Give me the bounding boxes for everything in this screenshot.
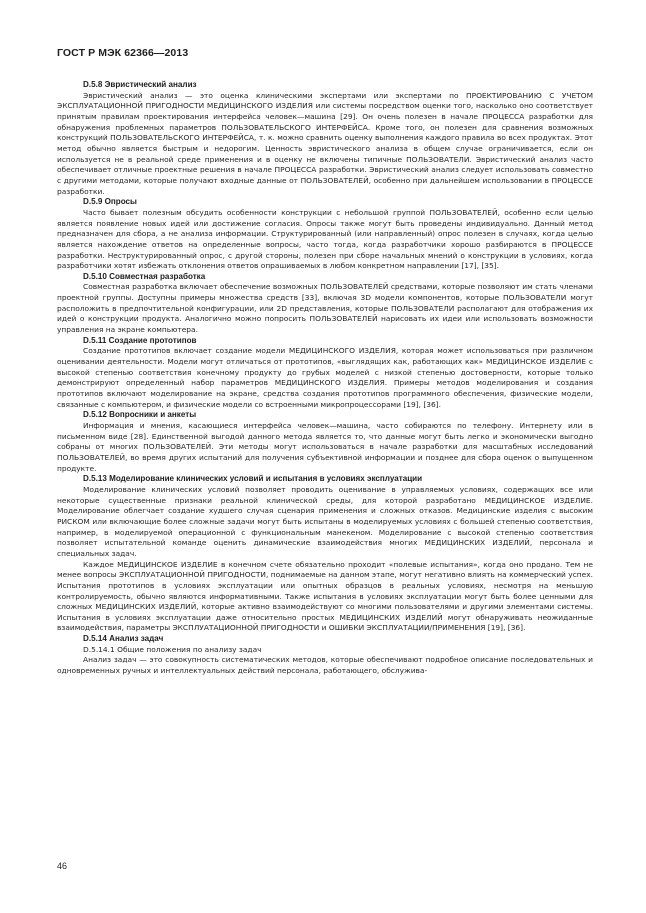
section-heading: D.5.12 Вопросники и анкеты	[83, 410, 197, 420]
section-heading: D.5.10 Совместная разработка	[83, 271, 206, 281]
section-heuristic-analysis	[57, 80, 593, 197]
section-heading: D.5.13 Моделирование клинических условий и испытания в условиях эксплуатации	[83, 474, 423, 484]
section-prototyping	[57, 336, 593, 411]
paragraph: Моделирование клинических условий позволяет проводить оценивание в управляемых условиях, содержащих все или некоторые существенные признаки реальной клинической среды, для которой разработано МЕДИЦИНСКОЕ ИЗДЕЛИЕ. Моделирование облегчает создание худшего случая сценария применения и сложных отказов. Медицинские изделия с высоким РИСКОМ или включающие более сложные задачи могут быть испытаны в моделируемых условиях с большей степенью соответствия, например, в моделируемой операционной с функциональным манекеном. Моделирование с высокой степенью соответствия позволяет испытательной команде оценить динамические взаимодействия многих МЕДИЦИНСКИХ ИЗДЕЛИЙ, персонала и специальных задач.	[57, 484, 593, 558]
subsection-heading: D.5.14.1 Общие положения по анализу задач	[83, 644, 262, 654]
section-heading: D.5.8 Эвристический анализ	[83, 80, 197, 89]
section-task-analysis	[57, 634, 593, 677]
section-heading: D.5.9 Опросы	[83, 197, 137, 207]
paragraph: Создание прототипов включает создание модели МЕДИЦИНСКОГО ИЗДЕЛИЯ, которая может использоваться при различном оценивании деятельности. Модели могут отличаться от прототипов, «выглядящих как, работающих как» МЕДИЦИНСКОЕ ИЗДЕЛИЕ с высокой степенью соответствия конечному продукту до грубых моделей с низкой степенью достоверности, которые только демонстрируют определенный набор параметров МЕДИЦИНСКОГО ИЗДЕЛИЯ. Примеры методов моделирования и создания прототипов включают моделирование на экране, средства создания прототипов программного обеспечения, физические модели, связанные с компьютером, и физические модели со встроенными микропроцессорами [19], [36].	[57, 346, 593, 409]
section-participatory-design	[57, 272, 593, 336]
section-simulation-field-testing	[57, 474, 593, 634]
section-questionnaires	[57, 410, 593, 474]
document-body	[57, 80, 593, 677]
page-number: 46	[57, 861, 68, 871]
standard-header: ГОСТ Р МЭК 62366—2013	[57, 47, 189, 59]
paragraph: Эвристический анализ — это оценка клиническими экспертами или экспертами по ПРОЕКТИРОВАНИЮ С УЧЕТОМ ЭКСПЛУАТАЦИОННОЙ ПРИГОДНОСТИ МЕДИЦИНСКОГО ИЗДЕЛИЯ или системы посредством оценки того, насколько оно соответствует принятым правилам проектирования интерфейса человек—машина [29]. Он очень полезен в начале ПРОЦЕССА разработки для обнаружения проблемных параметров ПОЛЬЗОВАТЕЛЬСКОГО ИНТЕРФЕЙСА. Кроме того, он полезен для сравнения возможных конструкций ПОЛЬЗОВАТЕЛЬСКОГО ИНТЕРФЕЙСА, т. к. можно сравнить оценку выполнения каждого правила во всех продуктах. Этот метод обычно является быстрым и недорогим. Ценность эвристического анализа в общем случае ограничивается, если он используется не в реальной среде применения и в оценку не включены типичные ПОЛЬЗОВАТЕЛИ. Эвристический анализ часто обеспечивает отличные проектные решения в начале ПРОЦЕССА разработки. Эвристический анализ следует использовать совместно с другими методами, которые получают входные данные от ПОЛЬЗОВАТЕЛЕЙ, особенно при дальнейшем использовании в ПРОЦЕССЕ разработки.	[57, 90, 593, 196]
paragraph: Информация и мнения, касающиеся интерфейса человек—машина, часто собираются по телефону. Интернету или в письменном виде [28]. Единственной выгодой данного метода является то, что данные могут быть легко и экономически выгодно собраны от многих ПОЛЬЗОВАТЕЛЕЙ. Эти методы могут использоваться в начале разработки для масштабных исследований ПОЛЬЗОВАТЕЛЕЙ, во время других испытаний для получения субъективной информации и позднее для сбора оценок о выпущенном продукте.	[57, 421, 593, 473]
section-heading: D.5.14 Анализ задач	[83, 634, 164, 644]
paragraph: Часто бывает полезным обсудить особенности конструкции с небольшой группой ПОЛЬЗОВАТЕЛЕЙ, особенно если целью является появление новых идей или достижение согласия. Опросы также могут быть проведены индивидуально. Данный метод предназначен для сбора, а не анализа информации. Структурированный (или направленный) опрос полезен в случаях, когда целью является нахождение ответов на определенные вопросы, часто тогда, когда разработчики хорошо разбираются в ПРОЦЕССЕ разработки. Неструктурированный опрос, с другой стороны, полезен при сборе начальных мнений о конструкции в условиях, когда разработчики хотят избежать отклонения ответов опрашиваемых в любом конкретном направлении [17], [35].	[57, 207, 593, 271]
section-interviews	[57, 197, 593, 272]
paragraph: Каждое МЕДИЦИНСКОЕ ИЗДЕЛИЕ в конечном счете обязательно проходит «полевые испытания», когда оно продано. Тем не менее вопросы ЭКСПЛУАТАЦИОННОЙ ПРИГОДНОСТИ, поднимаемые на данном этапе, могут негативно влиять на коммерческий успех. Испытания прототипов в условиях эксплуатации или опытных образцов в реальных условиях, несмотря на меньшую контролируемость, обычно являются информативными. Также испытания в условиях эксплуатации могут быть более ценными для сложных МЕДИЦИНСКИХ ИЗДЕЛИЙ, которые активно взаимодействуют со многими пользователями и другими элементами системы. Испытания в условиях эксплуатации даже относительно простых МЕДИЦИНСКИХ ИЗДЕЛИЙ могут обнаруживать неожиданные взаимодействия, параметры ЭКСПЛУАТАЦИОННОЙ ПРИГОДНОСТИ и ОШИБКИ ЭКСПЛУАТАЦИИ/ПРИМЕНЕНИЯ [19], [36].	[57, 559, 593, 633]
paragraph: Совместная разработка включает обеспечение возможных ПОЛЬЗОВАТЕЛЕЙ средствами, которые позволяют им стать членами проектной группы. Доступны примеры множества средств [33], включая 3D модели компонентов, которые ПОЛЬЗОВАТЕЛИ могут расположить в предпочтительной конфигурации, или 2D представления, которые ПОЛЬЗОВАТЕЛИ располагают для отображения их идей о конструкции продукта. Аналогично можно попросить ПОЛЬЗОВАТЕЛЕЙ нарисовать их идеи или использовать возможности управления на экране компьютера.	[57, 282, 593, 335]
section-heading: D.5.11 Создание прототипов	[83, 335, 197, 345]
paragraph: Анализ задач — это совокупность систематических методов, которые обеспечивают подробное описание последовательных и одновременных ручных и интеллектуальных действий персонала, работающего, обслужива-	[57, 655, 593, 676]
